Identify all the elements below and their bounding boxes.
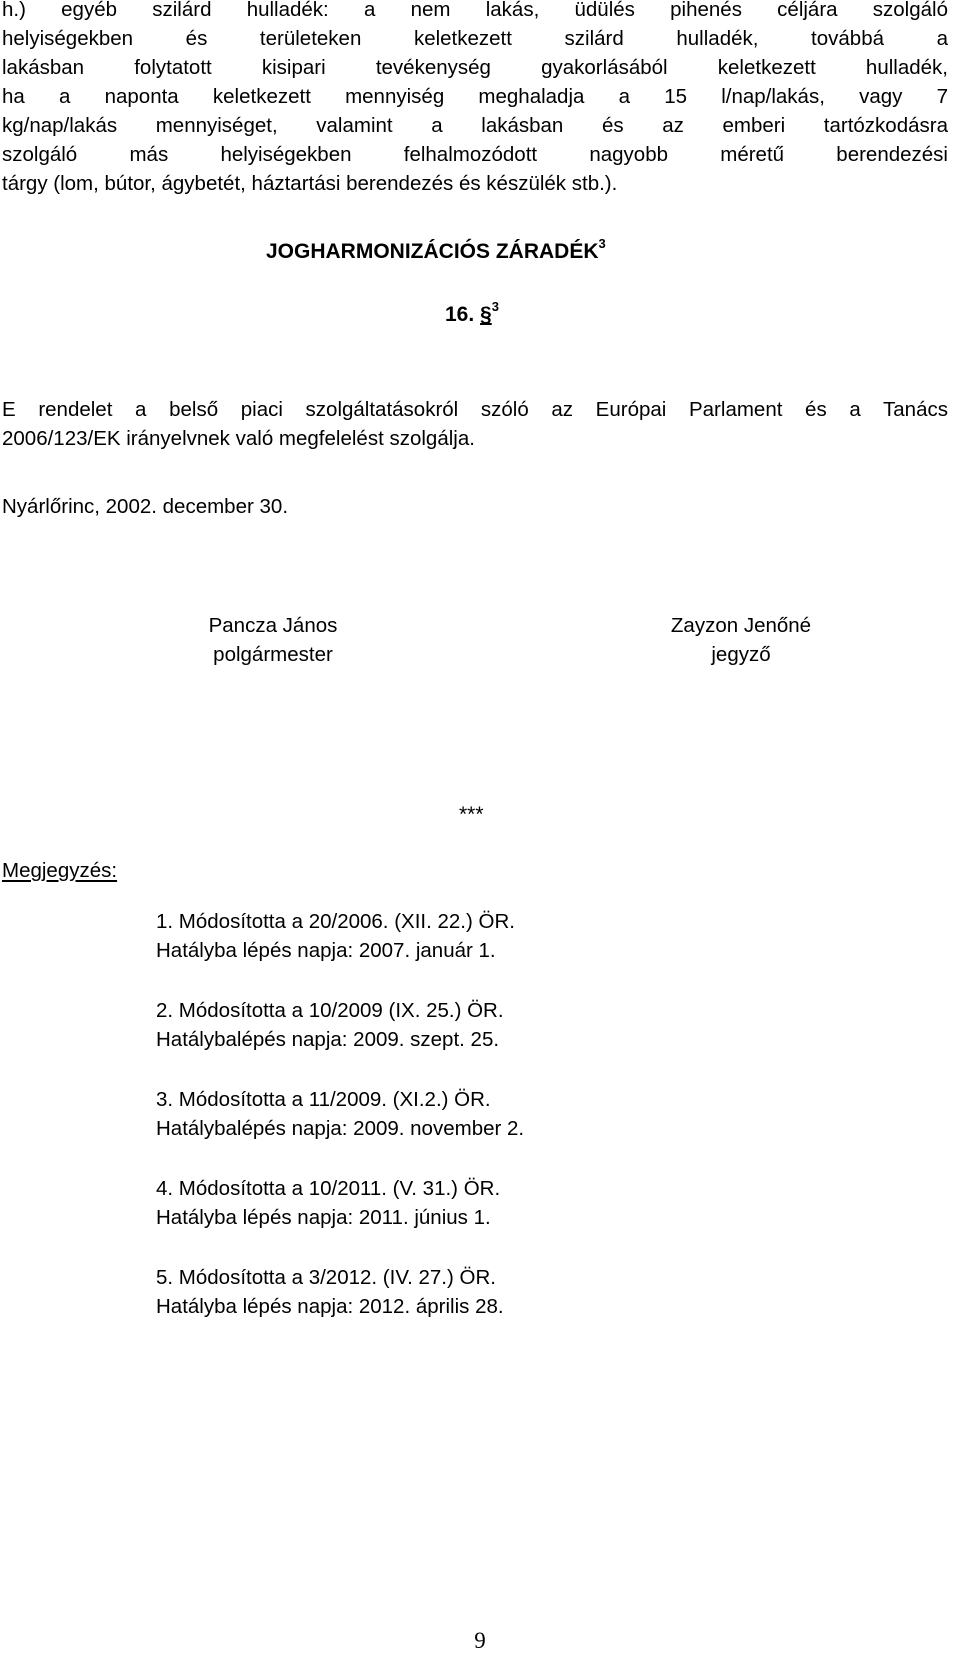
signatory-title: jegyző xyxy=(711,643,771,666)
section-number: 16. xyxy=(445,303,475,326)
paragraph-line: szolgáló más helyiségekben felhalmozódott nagyobb méretű berendezési xyxy=(2,143,948,166)
note-effective-date: Hatálybalépés napja: 2009. november 2. xyxy=(156,1117,525,1140)
paragraph-line: ha a naponta keletkezett mennyiség meghaladja a 15 l/nap/lakás, vagy 7 xyxy=(2,85,948,108)
clause-line: E rendelet a belső piaci szolgáltatásokról szóló az Európai Parlament és a Tanács xyxy=(2,398,948,421)
section-symbol-glyph: § xyxy=(480,303,492,326)
notes-label: Megjegyzés: xyxy=(2,859,118,882)
section-heading xyxy=(266,237,606,266)
heading-footnote-ref: 3 xyxy=(598,236,606,251)
note-effective-date: Hatálybalépés napja: 2009. szept. 25. xyxy=(156,1028,500,1051)
note-amendment: 5. Módosította a 3/2012. (IV. 27.) ÖR. xyxy=(156,1266,496,1289)
note-amendment: 2. Módosította a 10/2009 (IX. 25.) ÖR. xyxy=(156,999,504,1022)
place-date: Nyárlőrinc, 2002. december 30. xyxy=(2,495,289,518)
page-number: 9 xyxy=(474,1628,486,1653)
paragraph-line: tárgy (lom, bútor, ágybetét, háztartási berendezés és készülék stb.). xyxy=(2,172,618,195)
note-effective-date: Hatályba lépés napja: 2007. január 1. xyxy=(156,939,496,962)
note-effective-date: Hatályba lépés napja: 2012. április 28. xyxy=(156,1295,504,1318)
signature-mayor xyxy=(153,611,393,669)
signatory-name: Zayzon Jenőné xyxy=(670,614,812,637)
signature-notary xyxy=(621,611,861,669)
signatory-name: Pancza János xyxy=(208,614,338,637)
signatory-title: polgármester xyxy=(213,643,333,666)
note-amendment: 4. Módosította a 10/2011. (V. 31.) ÖR. xyxy=(156,1177,501,1200)
paragraph-line: helyiségekben és területeken keletkezett szilárd hulladék, továbbá a xyxy=(2,27,948,50)
separator: *** xyxy=(459,803,484,826)
clause-line: 2006/123/EK irányelvnek való megfelelést szolgálja. xyxy=(2,427,475,450)
heading-title: JOGHARMONIZÁCIÓS ZÁRADÉK xyxy=(266,240,599,263)
section-symbol: §3 xyxy=(480,299,499,326)
paragraph-line: kg/nap/lakás mennyiséget, valamint a lakásban és az emberi tartózkodásra xyxy=(2,114,948,137)
section-number-line xyxy=(445,300,499,329)
paragraph-line: h.) egyéb szilárd hulladék: a nem lakás, üdülés pihenés céljára szolgáló xyxy=(2,0,948,21)
note-amendment: 3. Módosította a 11/2009. (XI.2.) ÖR. xyxy=(156,1088,491,1111)
note-amendment: 1. Módosította a 20/2006. (XII. 22.) ÖR. xyxy=(156,910,515,933)
note-effective-date: Hatályba lépés napja: 2011. június 1. xyxy=(156,1206,491,1229)
paragraph-line: lakásban folytatott kisipari tevékenység gyakorlásából keletkezett hulladék, xyxy=(2,56,948,79)
